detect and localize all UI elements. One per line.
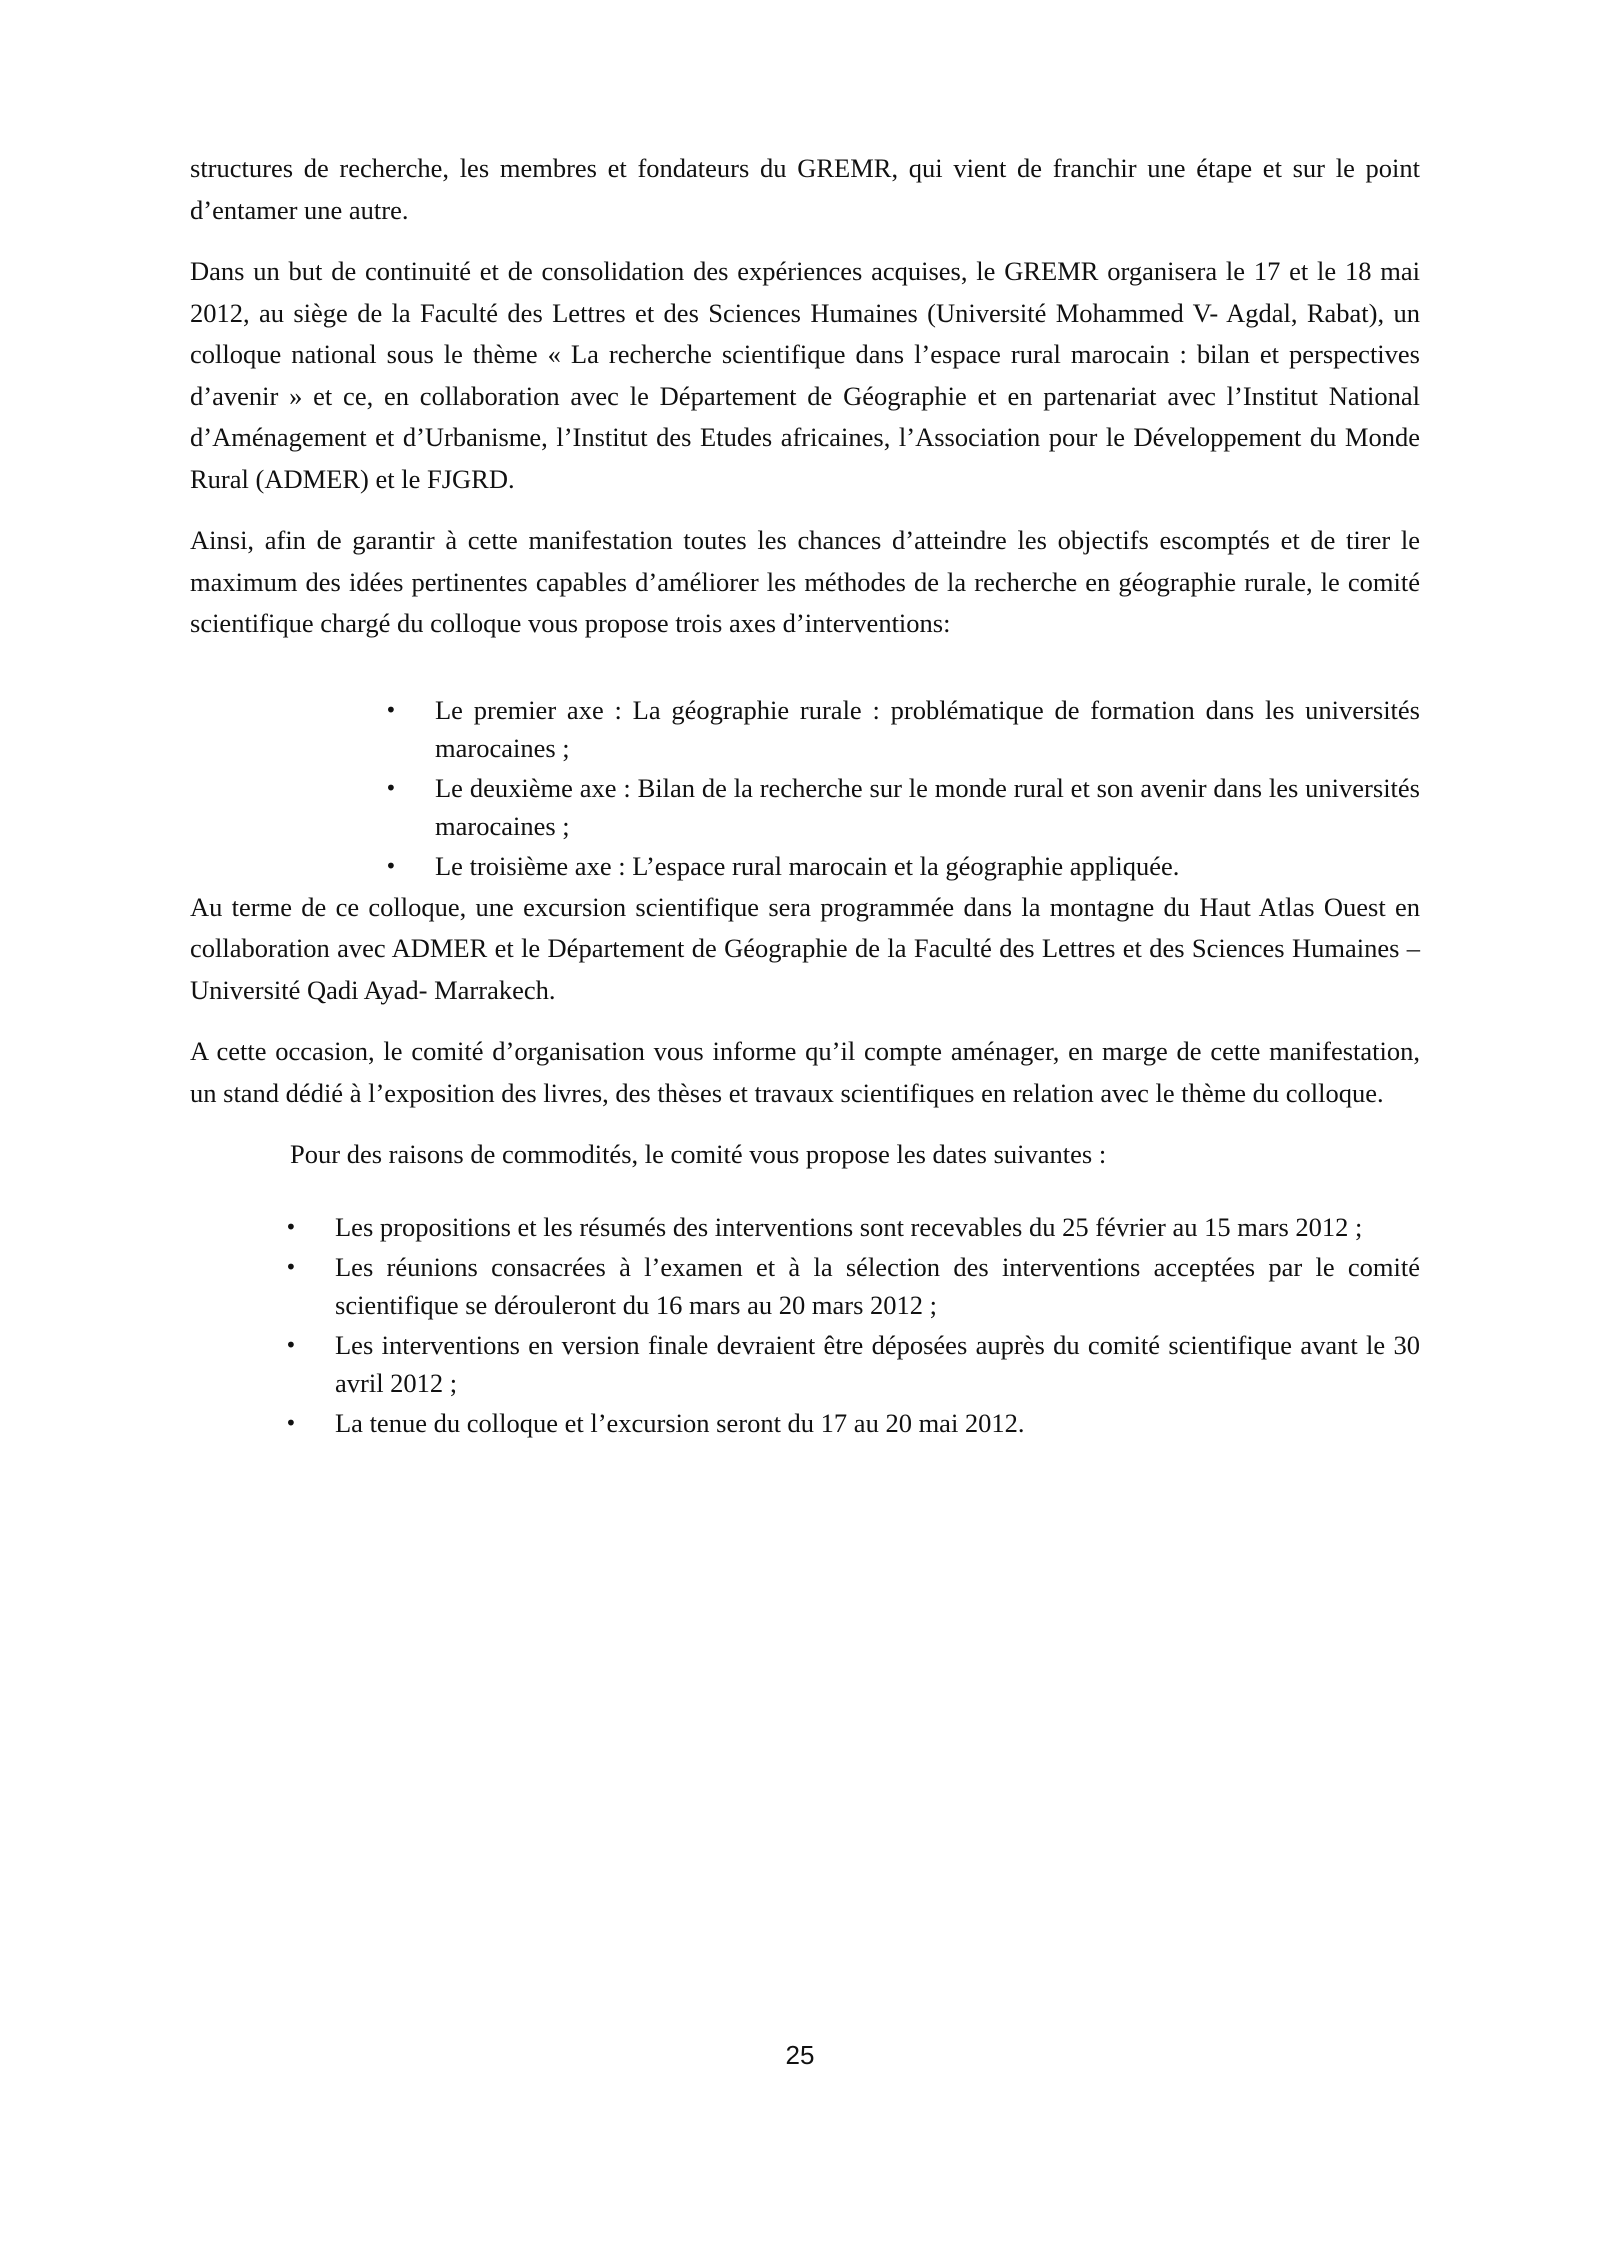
paragraph-intro-continuation: structures de recherche, les membres et fondateurs du GREMR, qui vient de franchir une étape et sur le point d’entamer une autre.: [190, 153, 1420, 225]
list-item-axe-1: [385, 691, 1420, 767]
bullet-icon: •: [285, 1410, 297, 1435]
list-item-text: Le deuxième axe : Bilan de la recherche sur le monde rural et son avenir dans les universités marocaines ;: [435, 772, 1420, 841]
list-item-text: Le premier axe : La géographie rurale : problématique de formation dans les universités marocaines ;: [435, 694, 1420, 763]
list-item-text: Les propositions et les résumés des interventions sont recevables du 25 février au 15 mars 2012 ;: [335, 1211, 1363, 1242]
bullet-icon: •: [285, 1214, 297, 1239]
list-item-date-2: [285, 1248, 1420, 1324]
paragraph-colloque-announcement: Dans un but de continuité et de consolidation des expériences acquises, le GREMR organisera le 17 et le 18 mai 2012, au siège de la Faculté des Lettres et des Sciences Humaines (Université Mohammed V- Agdal, Rabat), un colloque national sous le thème « La recherche scientifique dans l’espace rural marocain : bilan et perspectives d’avenir » et ce, en collaboration avec le Département de Géographie et en partenariat avec l’Institut National d’Aménagement et d’Urbanisme, l’Institut des Etudes africaines, l’Association pour le Développement du Monde Rural (ADMER) et le FJGRD.: [190, 256, 1420, 494]
list-item-date-3: [285, 1326, 1420, 1402]
list-item-axe-2: [385, 769, 1420, 845]
paragraph-excursion: Au terme de ce colloque, une excursion scientifique sera programmée dans la montagne du Haut Atlas Ouest en collaboration avec ADMER et le Département de Géographie de la Faculté des Lettres et des Sciences Humaines – Université Qadi Ayad- Marrakech.: [190, 891, 1420, 1005]
page-body: [190, 148, 1420, 1444]
paragraph-axes-intro: Ainsi, afin de garantir à cette manifestation toutes les chances d’atteindre les objectifs escomptés et de tirer le maximum des idées pertinentes capables d’améliorer les méthodes de la recherche en géographie rurale, le comité scientifique chargé du colloque vous propose trois axes d’interventions:: [190, 525, 1420, 638]
list-item-text: Les interventions en version finale devraient être déposées auprès du comité scientifique avant le 30 avril 2012 ;: [335, 1329, 1420, 1398]
bullet-icon: •: [285, 1332, 297, 1357]
bullet-icon: •: [385, 853, 397, 878]
list-item-text: La tenue du colloque et l’excursion seront du 17 au 20 mai 2012.: [335, 1407, 1025, 1438]
page-number: 25: [785, 2040, 815, 2070]
list-item-axe-3: [385, 847, 1420, 885]
list-item-date-4: [285, 1404, 1420, 1442]
paragraph-dates-intro: Pour des raisons de commodités, le comité vous propose les dates suivantes :: [290, 1139, 1107, 1169]
bullet-icon: •: [385, 775, 397, 800]
bullet-icon: •: [385, 697, 397, 722]
axes-list: [190, 691, 1420, 885]
list-item-text: Le troisième axe : L’espace rural marocain et la géographie appliquée.: [435, 850, 1180, 881]
dates-list: [190, 1208, 1420, 1442]
paragraph-exhibition-stand: A cette occasion, le comité d’organisation vous informe qu’il compte aménager, en marge de cette manifestation, un stand dédié à l’exposition des livres, des thèses et travaux scientifiques en relation avec le thème du colloque.: [190, 1036, 1420, 1108]
list-item-date-1: [285, 1208, 1420, 1246]
list-item-text: Les réunions consacrées à l’examen et à la sélection des interventions acceptées par le comité scientifique se dérouleront du 16 mars au 20 mars 2012 ;: [335, 1251, 1420, 1320]
bullet-icon: •: [285, 1254, 297, 1279]
